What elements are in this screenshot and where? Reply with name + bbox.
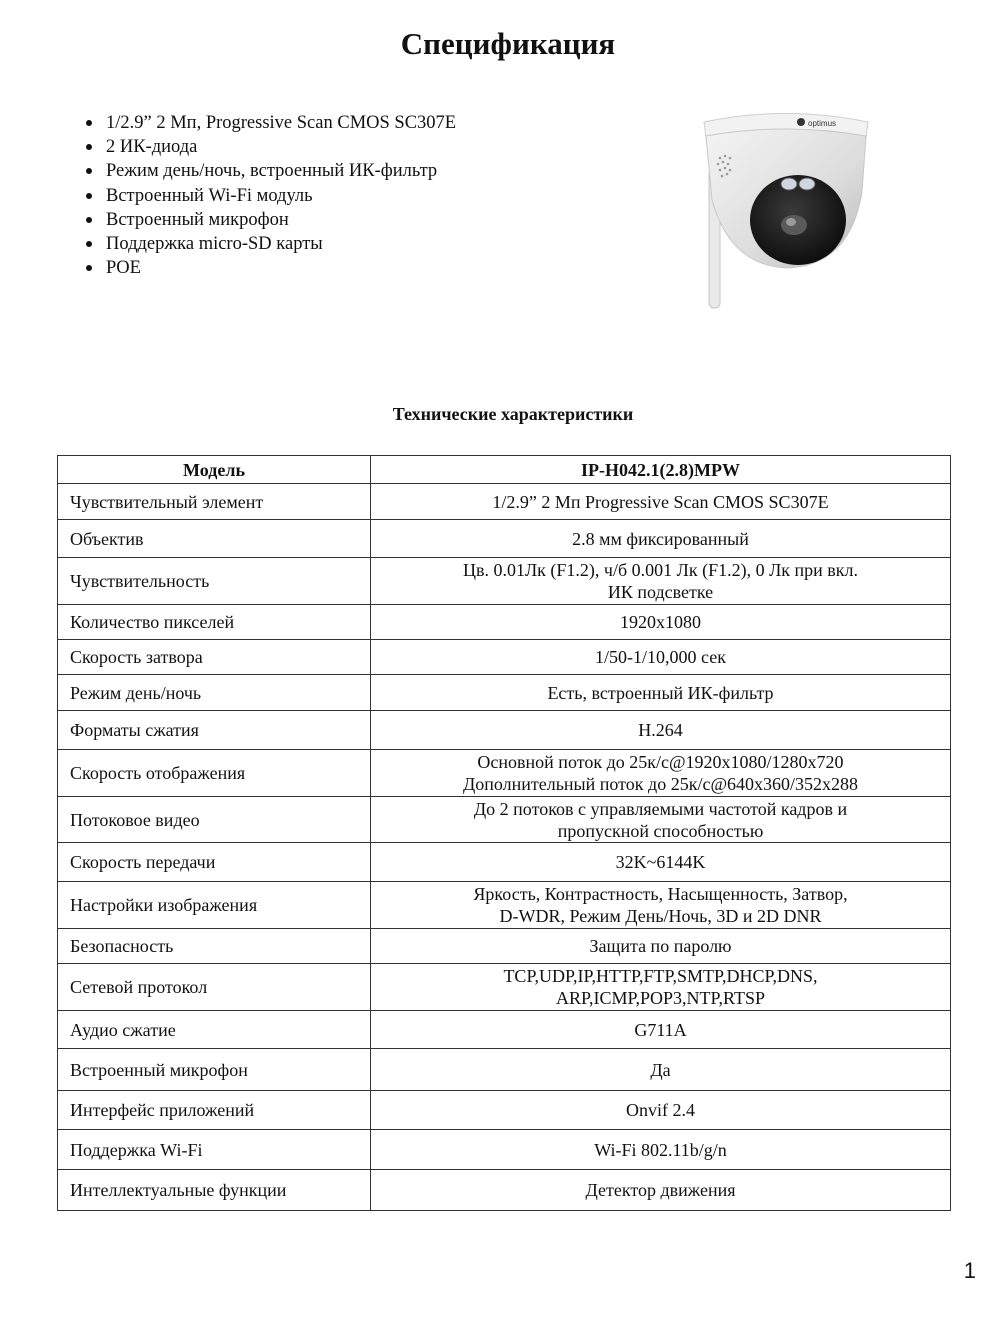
table-row (58, 605, 951, 640)
feature-list (106, 111, 456, 280)
spec-value-line: 1920x1080 (620, 612, 701, 632)
table-row (58, 1011, 951, 1049)
spec-value-line: H.264 (638, 720, 683, 740)
spec-label: Количество пикселей (58, 605, 371, 640)
spec-value (371, 520, 951, 558)
table-row (58, 797, 951, 843)
spec-value (371, 1091, 951, 1130)
spec-value-line: 1/2.9” 2 Мп Progressive Scan CMOS SC307E (492, 491, 829, 512)
spec-value-line: TCP,UDP,IP,HTTP,FTP,SMTP,DHCP,DNS, (503, 966, 818, 986)
table-row (58, 640, 951, 675)
spec-label: Форматы сжатия (58, 711, 371, 750)
spec-table (57, 455, 951, 1211)
spec-label: Скорость затвора (58, 640, 371, 675)
table-row (58, 1170, 951, 1211)
feature-item: 1/2.9” 2 Мп, Progressive Scan CMOS SC307E (106, 111, 456, 135)
feature-item: Встроенный микрофон (106, 208, 456, 232)
feature-item: Режим день/ночь, встроенный ИК-фильтр (106, 159, 456, 183)
spec-value (371, 1130, 951, 1170)
spec-value-line: Есть, встроенный ИК-фильтр (547, 682, 774, 703)
table-row (58, 1049, 951, 1091)
spec-label: Аудио сжатие (58, 1011, 371, 1049)
feature-item: 2 ИК-диода (106, 135, 456, 159)
spec-value (371, 964, 951, 1011)
feature-item: POE (106, 256, 456, 280)
spec-label: Скорость передачи (58, 843, 371, 882)
table-row (58, 882, 951, 929)
spec-value-line: G711A (634, 1019, 687, 1040)
table-row (58, 558, 951, 605)
spec-value (371, 1011, 951, 1049)
spec-value-line: Дополнительный поток до 25к/с@640x360/352x288 (462, 774, 859, 794)
spec-label: Настройки изображения (58, 882, 371, 929)
spec-label: Объектив (58, 520, 371, 558)
spec-value-line: D-WDR, Режим День/Ночь, 3D и 2D DNR (499, 906, 822, 926)
spec-value (371, 640, 951, 675)
spec-value (371, 929, 951, 964)
spec-value-line: Защита по паролю (589, 936, 732, 956)
table-row (58, 964, 951, 1011)
spec-value (371, 843, 951, 882)
spec-value (371, 675, 951, 711)
table-row (58, 675, 951, 711)
spec-value-line: ИК подсветке (607, 582, 714, 602)
spec-label: Чувствительность (58, 558, 371, 605)
spec-label: Сетевой протокол (58, 964, 371, 1011)
spec-value (371, 605, 951, 640)
spec-value (371, 1049, 951, 1091)
table-row (58, 843, 951, 882)
spec-value (371, 558, 951, 605)
section-title: Технические характеристики (392, 404, 634, 424)
page-title: Спецификация (400, 26, 616, 61)
feature-item: Поддержка micro-SD карты (106, 232, 456, 256)
spec-label: Поддержка Wi-Fi (58, 1130, 371, 1170)
spec-value (371, 882, 951, 929)
spec-value (371, 1170, 951, 1211)
spec-label: Интерфейс приложений (58, 1091, 371, 1130)
spec-value-line: До 2 потоков с управляемыми частотой кадров и (473, 798, 848, 819)
spec-value-line: ARP,ICMP,POP3,NTP,RTSP (555, 988, 765, 1008)
header-model-value: IP-H042.1(2.8)MPW (371, 456, 951, 484)
camera-image (690, 100, 880, 315)
spec-value-line: 2.8 мм фиксированный (572, 528, 749, 549)
table-row (58, 484, 951, 520)
spec-label: Безопасность (58, 929, 371, 964)
table-row (58, 929, 951, 964)
table-row (58, 711, 951, 750)
camera-brand-logo: optimus (808, 119, 837, 128)
spec-label: Потоковое видео (58, 797, 371, 843)
spec-label: Чувствительный элемент (58, 484, 371, 520)
spec-value-line: Onvif 2.4 (626, 1100, 695, 1120)
spec-label: Интеллектуальные функции (58, 1170, 371, 1211)
table-row (58, 1091, 951, 1130)
spec-value (371, 797, 951, 843)
spec-label: Встроенный микрофон (58, 1049, 371, 1091)
spec-value-line: пропускной способностью (557, 820, 764, 841)
table-row (58, 750, 951, 797)
spec-value-line: 32K~6144K (615, 852, 706, 872)
table-header-row (58, 456, 951, 484)
spec-value-line: Да (650, 1059, 671, 1080)
spec-value-line: Основной поток до 25к/с@1920x1080/1280x720 (477, 752, 844, 772)
spec-value-line: 1/50-1/10,000 сек (595, 647, 726, 667)
spec-value-line: Цв. 0.01Лк (F1.2), ч/б 0.001 Лк (F1.2), 0 Лк при вкл. (462, 560, 859, 580)
spec-label: Режим день/ночь (58, 675, 371, 711)
spec-value (371, 484, 951, 520)
page-number: 1 (963, 1258, 976, 1283)
spec-value (371, 750, 951, 797)
spec-value-line: Wi-Fi 802.11b/g/n (594, 1139, 727, 1160)
spec-label: Скорость отображения (58, 750, 371, 797)
spec-value-line: Детектор движения (585, 1180, 736, 1200)
table-row (58, 1130, 951, 1170)
table-row (58, 520, 951, 558)
dome-camera-illustration (690, 100, 880, 315)
feature-item: Встроенный Wi-Fi модуль (106, 184, 456, 208)
header-model-label: Модель (58, 456, 371, 484)
spec-value (371, 711, 951, 750)
spec-value-line: Яркость, Контрастность, Насыщенность, Затвор, (473, 884, 848, 904)
